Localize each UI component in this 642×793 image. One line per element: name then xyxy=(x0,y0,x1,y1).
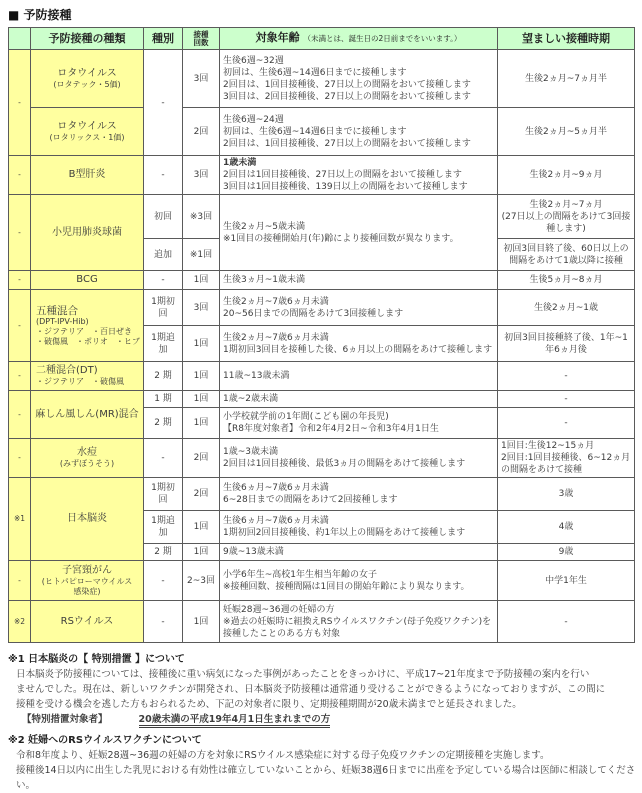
cell-varicella-marker: - xyxy=(9,439,31,478)
header-marker-cell xyxy=(9,28,31,50)
cell-rota5-name xyxy=(31,50,144,108)
cell-rsv-name: RSウイルス xyxy=(31,601,144,643)
header-count-line1: 接種 xyxy=(193,29,209,39)
cell-nishu-target: 11歳~13歳未満 xyxy=(220,362,498,391)
row-hepb xyxy=(9,156,635,195)
cell-gosyu-type2: 1期追加 xyxy=(144,326,183,362)
cell-gosyu-period2: 初回3回目接種終了後、1年~1年6ヵ月後 xyxy=(498,326,635,362)
cell-bcg-count: 1回 xyxy=(183,271,220,290)
target-line: 生後2ヵ月~7歳6ヵ月未満 xyxy=(223,296,329,307)
cell-mr-name: 麻しん風しん(MR)混合 xyxy=(31,391,144,439)
header-target xyxy=(220,28,498,50)
cell-bcg-target: 生後3ヵ月~1歳未満 xyxy=(220,271,498,290)
cell-varicella-name xyxy=(31,439,144,478)
vaccine-name: 二種混合(DT) xyxy=(36,365,98,376)
period-line: 1回目:生後12~15ヵ月 xyxy=(501,441,595,451)
vaccine-name: 水痘 xyxy=(77,447,97,458)
cell-hepb-name: B型肝炎 xyxy=(31,156,144,195)
cell-varicella-target xyxy=(220,439,498,478)
cell-gosyu-period1: 生後2ヵ月~1歳 xyxy=(498,290,635,326)
cell-je-target3: 9歳~13歳未満 xyxy=(220,544,498,561)
cell-je-name: 日本脳炎 xyxy=(31,478,144,561)
cell-mr-type2: 2 期 xyxy=(144,408,183,439)
cell-gosyu-name xyxy=(31,290,144,362)
target-line: 1期初回2回目接種後、約1年以上の間隔をあけて接種します xyxy=(223,528,466,538)
cell-varicella-period xyxy=(498,439,635,478)
cell-rota5-target xyxy=(220,50,498,108)
cell-gosyu-marker: - xyxy=(9,290,31,362)
table-header-row xyxy=(9,28,635,50)
cell-rota1-target xyxy=(220,108,498,156)
target-line: 2回目は、1回目接種後、27日以上の間隔をおいて接種します xyxy=(223,79,471,90)
cell-rota1-period: 生後2ヵ月~5ヵ月半 xyxy=(498,108,635,156)
cell-gosyu-count1: 3回 xyxy=(183,290,220,326)
cell-gosyu-target2 xyxy=(220,326,498,362)
row-gosyu-initial xyxy=(9,290,635,326)
target-line-bold: 1歳未満 xyxy=(223,158,257,168)
target-line: ※接種回数、接種間隔は1回目の開始年齢により異なります。 xyxy=(223,581,470,592)
vaccine-name: ロタウイルス xyxy=(57,67,117,79)
row-bcg xyxy=(9,271,635,290)
period-line: 生後2ヵ月~7ヵ月 xyxy=(529,199,603,210)
vaccine-name: 子宮頸がん xyxy=(62,564,112,576)
cell-hpv-count: 2~3回 xyxy=(183,561,220,601)
header-type: 種別 xyxy=(144,28,183,50)
cell-pneumo-marker: - xyxy=(9,195,31,271)
target-line: 6~28日までの間隔をあけて2回接種します xyxy=(223,495,398,505)
cell-gosyu-count2: 1回 xyxy=(183,326,220,362)
cell-nishu-type: 2 期 xyxy=(144,362,183,391)
cell-mr-target1: 1歳~2歳未満 xyxy=(220,391,498,408)
target-line: ※過去の妊娠時に組換えRSウイルスワクチン(母子免疫ワクチン)を接種したことのある方も対象 xyxy=(223,616,492,639)
header-target-note: （未満とは、誕生日の2日前までをいいます。） xyxy=(303,34,462,43)
row-rota1 xyxy=(9,108,635,156)
row-je1 xyxy=(9,478,635,511)
target-line: 3回目は1回目接種後、139日以上の間隔をおいて接種します xyxy=(223,182,468,192)
row-rota5 xyxy=(9,50,635,108)
cell-bcg-type: - xyxy=(144,271,183,290)
target-line: 2回目は1回目接種後、最低3ヵ月の間隔をあけて接種します xyxy=(223,459,466,469)
cell-je-target2 xyxy=(220,511,498,544)
cell-je-type1: 1期初回 xyxy=(144,478,183,511)
vaccine-name-sub: 感染症) xyxy=(73,586,101,596)
cell-nishu-marker: - xyxy=(9,362,31,391)
cell-je-marker: ※1 xyxy=(9,478,31,561)
cell-mr-target2 xyxy=(220,408,498,439)
cell-je-period1: 3歳 xyxy=(498,478,635,511)
target-line: 生後6ヵ月~7歳6ヵ月未満 xyxy=(223,483,329,493)
target-line: 3回目は、2回目接種後、27日以上の間隔をおいて接種します xyxy=(223,91,471,102)
cell-rota1-name xyxy=(31,108,144,156)
header-count xyxy=(183,28,220,50)
row-varicella xyxy=(9,439,635,478)
vaccine-name-sub: (ロタテック・5価) xyxy=(53,79,121,89)
note1-line: 日本脳炎予防接種については、接種後に重い病気になった事例があったことをきっかけに、平成17~21年度まで予防接種の案内を行い xyxy=(16,669,590,680)
cell-je-type2: 1期追加 xyxy=(144,511,183,544)
cell-nishu-period: - xyxy=(498,362,635,391)
target-line: 生後6週~24週 xyxy=(223,114,284,125)
cell-hepb-count: 3回 xyxy=(183,156,220,195)
cell-gosyu-type1: 1期初回 xyxy=(144,290,183,326)
cell-rota1-count: 2回 xyxy=(183,108,220,156)
cell-bcg-marker: - xyxy=(9,271,31,290)
header-count-line2: 回数 xyxy=(193,37,209,47)
vaccine-name-sub: ・ジフテリア ・百日ぜき xyxy=(36,326,132,336)
page-title: ■ 予防接種 xyxy=(8,8,72,22)
cell-je-target1 xyxy=(220,478,498,511)
cell-hpv-target xyxy=(220,561,498,601)
cell-je-period3: 9歳 xyxy=(498,544,635,561)
cell-pneumo-count1: ※3回 xyxy=(183,195,220,239)
header-target-label: 対象年齢 xyxy=(255,31,300,44)
target-line: 小学校就学前の1年間(こども園の年長児) xyxy=(223,412,389,422)
cell-pneumo-target xyxy=(220,195,498,271)
target-line: 2回目は1回目接種後、27日以上の間隔をおいて接種します xyxy=(223,170,462,180)
cell-mr-period1: - xyxy=(498,391,635,408)
cell-pneumo-type1: 初回 xyxy=(144,195,183,239)
cell-hepb-period: 生後2ヵ月~9ヵ月 xyxy=(498,156,635,195)
target-line: 生後2ヵ月~5歳未満 xyxy=(223,221,305,232)
target-line: ※1回目の接種開始月(年)齢により接種回数が異なります。 xyxy=(223,233,459,244)
target-line: 初回は、生後6週~14週6日までに接種します xyxy=(223,67,407,78)
cell-je-count3: 1回 xyxy=(183,544,220,561)
cell-hpv-period: 中学1年生 xyxy=(498,561,635,601)
target-line: 生後6週~32週 xyxy=(223,55,284,66)
cell-rsv-target xyxy=(220,601,498,643)
cell-rota5-count: 3回 xyxy=(183,50,220,108)
cell-bcg-period: 生後5ヵ月~8ヵ月 xyxy=(498,271,635,290)
cell-je-count2: 1回 xyxy=(183,511,220,544)
cell-pneumo-count2: ※1回 xyxy=(183,239,220,271)
cell-mr-marker: - xyxy=(9,391,31,439)
note1-target-row xyxy=(8,712,638,727)
target-line: 小学6年生~高校1年生相当年齢の女子 xyxy=(223,569,377,580)
cell-hpv-type: - xyxy=(144,561,183,601)
cell-hepb-type: - xyxy=(144,156,183,195)
cell-nishu-count: 1回 xyxy=(183,362,220,391)
vaccine-name-sub: (ヒトパピローマウイルス xyxy=(41,576,133,586)
row-nishu xyxy=(9,362,635,391)
cell-varicella-type: - xyxy=(144,439,183,478)
target-line: 妊娠28週~36週の妊婦の方 xyxy=(223,604,335,615)
target-line: 生後6ヵ月~7歳6ヵ月未満 xyxy=(223,516,329,526)
vaccine-name-sub: ・破傷風 ・ポリオ ・ヒブ xyxy=(36,336,140,346)
row-mr1 xyxy=(9,391,635,408)
cell-je-type3: 2 期 xyxy=(144,544,183,561)
cell-rsv-marker: ※2 xyxy=(9,601,31,643)
vaccination-schedule-table xyxy=(8,27,635,643)
cell-rota-marker: - xyxy=(9,50,31,156)
note1-title: ※1 日本脳炎の【 特別措置 】について xyxy=(8,654,185,665)
cell-pneumo-period1 xyxy=(498,195,635,239)
footnotes xyxy=(8,652,638,793)
cell-hpv-name xyxy=(31,561,144,601)
note1-label: 【特別措置対象者】 xyxy=(22,714,108,725)
vaccine-name-sub: (ロタリックス・1価) xyxy=(49,132,125,142)
period-line: (27日以上の間隔をあけて3回接種します) xyxy=(501,211,631,234)
note1-line: ませんでした。現在は、新しいワクチンが開発され、日本脳炎予防接種は通常通り受けることができるようになっておりますが、この間に xyxy=(16,684,606,695)
target-line: 【R8年度対象者】令和2年4月2日~令和3年4月1日生 xyxy=(223,424,439,434)
cell-mr-period2: - xyxy=(498,408,635,439)
cell-hpv-marker: - xyxy=(9,561,31,601)
target-line: 2回目は、1回目接種後、27日以上の間隔をおいて接種します xyxy=(223,138,471,149)
header-name: 予防接種の種類 xyxy=(31,28,144,50)
target-line: 生後2ヵ月~7歳6ヵ月未満 xyxy=(223,332,329,343)
row-rsv xyxy=(9,601,635,643)
target-line: 1期初回3回目を接種した後、6ヵ月以上の間隔をあけて接種します xyxy=(223,344,493,355)
cell-rota5-period: 生後2ヵ月~7ヵ月半 xyxy=(498,50,635,108)
note2-line: 接種後14日以内に出生した乳児における有効性は確立していないことから、妊娠38週6日までに出産を予定している場合は医師に相談してください。 xyxy=(16,765,636,791)
row-hpv xyxy=(9,561,635,601)
note2-line: 令和8年度より、妊娠28週~36週の妊婦の方を対象にRSウイルス感染症に対する母子免疫ワクチンの定期接種を実施します。 xyxy=(16,750,550,761)
vaccine-name: 五種混合 xyxy=(36,304,78,317)
header-period: 望ましい接種時期 xyxy=(498,28,635,50)
cell-pneumo-period2: 初回3回目終了後、60日以上の間隔をあけて1歳以降に接種 xyxy=(498,239,635,271)
cell-mr-type1: 1 期 xyxy=(144,391,183,408)
cell-rsv-type: - xyxy=(144,601,183,643)
note1-line: 接種を受ける機会を逃した方もおられるため、下記の対象者に限り、定期接種期間が20歳未満までと延長されました。 xyxy=(16,699,522,710)
vaccine-name-sub: (みずぼうそう) xyxy=(59,459,115,468)
cell-pneumo-type2: 追加 xyxy=(144,239,183,271)
cell-nishu-name xyxy=(31,362,144,391)
note2-title: ※2 妊婦へのRSウイルスワクチンについて xyxy=(8,735,202,746)
cell-je-count1: 2回 xyxy=(183,478,220,511)
vaccine-name-sub: ・ジフテリア ・破傷風 xyxy=(36,377,124,386)
cell-rsv-period: - xyxy=(498,601,635,643)
cell-je-period2: 4歳 xyxy=(498,511,635,544)
cell-hepb-target xyxy=(220,156,498,195)
period-line: 2回目:1回目接種後、6~12ヵ月の間隔をあけて接種 xyxy=(501,453,631,475)
cell-pneumo-name: 小児用肺炎球菌 xyxy=(31,195,144,271)
cell-hepb-marker: - xyxy=(9,156,31,195)
cell-gosyu-target1 xyxy=(220,290,498,326)
cell-bcg-name: BCG xyxy=(31,271,144,290)
target-line: 20~56日までの間隔をあけて3回接種します xyxy=(223,308,404,319)
vaccine-name: ロタウイルス xyxy=(57,120,117,132)
target-line: 1歳~3歳未満 xyxy=(223,447,278,457)
note1-value: 20歳未満の平成19年4月1日生まれまでの方 xyxy=(139,714,331,728)
cell-mr-count2: 1回 xyxy=(183,408,220,439)
row-pneumo-initial xyxy=(9,195,635,239)
cell-varicella-count: 2回 xyxy=(183,439,220,478)
cell-rota-type: - xyxy=(144,50,183,156)
vaccine-name-sub: (DPT-IPV-Hib) xyxy=(36,316,89,326)
cell-mr-count1: 1回 xyxy=(183,391,220,408)
target-line: 初回は、生後6週~14週6日までに接種します xyxy=(223,126,407,137)
cell-rsv-count: 1回 xyxy=(183,601,220,643)
